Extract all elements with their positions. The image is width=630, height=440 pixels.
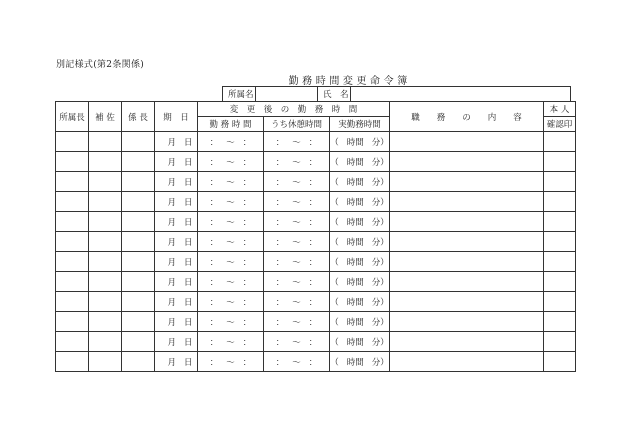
paren-open: （ bbox=[330, 177, 339, 188]
section-chief-seal-cell[interactable] bbox=[122, 252, 155, 272]
break-to: ： bbox=[308, 257, 318, 268]
paren-open: （ bbox=[330, 217, 339, 228]
break-tilde: 〜 bbox=[292, 357, 301, 368]
date-cell[interactable] bbox=[155, 132, 198, 152]
break-to: ： bbox=[308, 317, 318, 328]
work-time-cell[interactable] bbox=[198, 252, 264, 272]
col-duty: 職 務 の 内 容 bbox=[390, 102, 544, 132]
paren-open: （ bbox=[330, 357, 339, 368]
minutes-unit: 分） bbox=[371, 197, 389, 208]
hours-unit: 時間 bbox=[346, 257, 364, 268]
hours-unit: 時間 bbox=[346, 237, 364, 248]
table-row bbox=[56, 152, 576, 172]
paren-open: （ bbox=[330, 137, 339, 148]
actual-time-cell[interactable] bbox=[330, 232, 390, 252]
self-seal-cell[interactable] bbox=[544, 212, 576, 232]
work-from: ： bbox=[209, 157, 219, 168]
work-time-cell[interactable] bbox=[198, 272, 264, 292]
break-from: ： bbox=[275, 357, 285, 368]
break-tilde: 〜 bbox=[292, 257, 301, 268]
hours-unit: 時間 bbox=[346, 137, 364, 148]
break-to: ： bbox=[308, 297, 318, 308]
work-tilde: 〜 bbox=[226, 337, 235, 348]
month-unit: 月 bbox=[167, 277, 176, 288]
paren-open: （ bbox=[330, 197, 339, 208]
table-row bbox=[56, 272, 576, 292]
work-tilde: 〜 bbox=[226, 317, 235, 328]
assistant-seal-cell[interactable] bbox=[89, 272, 122, 292]
actual-time-cell[interactable] bbox=[330, 152, 390, 172]
work-time-cell[interactable] bbox=[198, 172, 264, 192]
minutes-unit: 分） bbox=[371, 297, 389, 308]
info-table bbox=[222, 86, 571, 102]
day-unit: 日 bbox=[184, 217, 193, 228]
day-unit: 日 bbox=[184, 277, 193, 288]
section-chief-seal-cell[interactable] bbox=[122, 272, 155, 292]
month-unit: 月 bbox=[167, 197, 176, 208]
break-time-cell[interactable] bbox=[264, 332, 330, 352]
work-from: ： bbox=[209, 257, 219, 268]
month-unit: 月 bbox=[167, 177, 176, 188]
hours-unit: 時間 bbox=[346, 357, 364, 368]
break-from: ： bbox=[275, 137, 285, 148]
work-from: ： bbox=[209, 297, 219, 308]
assistant-seal-cell[interactable] bbox=[89, 232, 122, 252]
work-to: ： bbox=[242, 277, 252, 288]
break-tilde: 〜 bbox=[292, 337, 301, 348]
hours-unit: 時間 bbox=[346, 277, 364, 288]
work-to: ： bbox=[242, 137, 252, 148]
date-cell[interactable] bbox=[155, 332, 198, 352]
work-to: ： bbox=[242, 157, 252, 168]
work-time-cell[interactable] bbox=[198, 132, 264, 152]
assistant-seal-cell[interactable] bbox=[89, 352, 122, 372]
section-chief-seal-cell[interactable] bbox=[122, 132, 155, 152]
break-time-cell[interactable] bbox=[264, 152, 330, 172]
day-unit: 日 bbox=[184, 297, 193, 308]
table-row bbox=[56, 252, 576, 272]
break-time-cell[interactable] bbox=[264, 232, 330, 252]
table-row bbox=[56, 212, 576, 232]
section-chief-seal-cell[interactable] bbox=[122, 172, 155, 192]
work-from: ： bbox=[209, 197, 219, 208]
hours-unit: 時間 bbox=[346, 317, 364, 328]
work-time-cell[interactable] bbox=[198, 332, 264, 352]
section-chief-seal-cell[interactable] bbox=[122, 152, 155, 172]
name-label: 氏 名 bbox=[318, 87, 351, 102]
break-time-cell[interactable] bbox=[264, 252, 330, 272]
month-unit: 月 bbox=[167, 317, 176, 328]
assistant-seal-cell[interactable] bbox=[89, 152, 122, 172]
month-unit: 月 bbox=[167, 217, 176, 228]
actual-time-cell[interactable] bbox=[330, 192, 390, 212]
paren-open: （ bbox=[330, 297, 339, 308]
self-seal-cell[interactable] bbox=[544, 132, 576, 152]
day-unit: 日 bbox=[184, 357, 193, 368]
duty-cell[interactable] bbox=[390, 132, 544, 152]
work-time-cell[interactable] bbox=[198, 352, 264, 372]
date-cell[interactable] bbox=[155, 312, 198, 332]
break-time-cell[interactable] bbox=[264, 312, 330, 332]
duty-cell[interactable] bbox=[390, 312, 544, 332]
table-row bbox=[56, 352, 576, 372]
minutes-unit: 分） bbox=[371, 237, 389, 248]
break-time-cell[interactable] bbox=[264, 172, 330, 192]
table-row bbox=[56, 292, 576, 312]
self-seal-cell[interactable] bbox=[544, 152, 576, 172]
break-time-cell[interactable] bbox=[264, 212, 330, 232]
work-to: ： bbox=[242, 257, 252, 268]
minutes-unit: 分） bbox=[371, 137, 389, 148]
day-unit: 日 bbox=[184, 177, 193, 188]
work-from: ： bbox=[209, 177, 219, 188]
break-tilde: 〜 bbox=[292, 157, 301, 168]
day-unit: 日 bbox=[184, 257, 193, 268]
section-chief-seal-cell[interactable] bbox=[122, 212, 155, 232]
hours-unit: 時間 bbox=[346, 157, 364, 168]
paren-open: （ bbox=[330, 337, 339, 348]
hours-unit: 時間 bbox=[346, 297, 364, 308]
break-tilde: 〜 bbox=[292, 297, 301, 308]
break-from: ： bbox=[275, 317, 285, 328]
table-row bbox=[56, 172, 576, 192]
break-tilde: 〜 bbox=[292, 177, 301, 188]
day-unit: 日 bbox=[184, 317, 193, 328]
duty-cell[interactable] bbox=[390, 292, 544, 312]
actual-time-cell[interactable] bbox=[330, 272, 390, 292]
self-seal-cell[interactable] bbox=[544, 252, 576, 272]
minutes-unit: 分） bbox=[371, 357, 389, 368]
table-row bbox=[56, 232, 576, 252]
break-time-cell[interactable] bbox=[264, 192, 330, 212]
section-chief-seal-cell[interactable] bbox=[122, 232, 155, 252]
work-time-cell[interactable] bbox=[198, 232, 264, 252]
work-tilde: 〜 bbox=[226, 237, 235, 248]
actual-time-cell[interactable] bbox=[330, 212, 390, 232]
assistant-seal-cell[interactable] bbox=[89, 332, 122, 352]
duty-cell[interactable] bbox=[390, 352, 544, 372]
minutes-unit: 分） bbox=[371, 257, 389, 268]
day-unit: 日 bbox=[184, 237, 193, 248]
chief-seal-cell[interactable] bbox=[56, 352, 89, 372]
work-to: ： bbox=[242, 317, 252, 328]
break-time-cell[interactable] bbox=[264, 132, 330, 152]
actual-time-cell[interactable] bbox=[330, 352, 390, 372]
paren-open: （ bbox=[330, 317, 339, 328]
section-chief-seal-cell[interactable] bbox=[122, 332, 155, 352]
break-to: ： bbox=[308, 197, 318, 208]
col-assistant: 補 佐 bbox=[89, 102, 122, 132]
duty-cell[interactable] bbox=[390, 152, 544, 172]
duty-cell[interactable] bbox=[390, 332, 544, 352]
paren-open: （ bbox=[330, 237, 339, 248]
dept-field[interactable] bbox=[256, 87, 318, 102]
work-tilde: 〜 bbox=[226, 177, 235, 188]
duty-cell[interactable] bbox=[390, 252, 544, 272]
duty-cell[interactable] bbox=[390, 192, 544, 212]
document-title-text: 勤 務 時 間 変 更 命 令 簿 bbox=[288, 76, 408, 87]
actual-time-cell[interactable] bbox=[330, 312, 390, 332]
date-cell[interactable] bbox=[155, 232, 198, 252]
work-time-cell[interactable] bbox=[198, 152, 264, 172]
month-unit: 月 bbox=[167, 237, 176, 248]
work-tilde: 〜 bbox=[226, 197, 235, 208]
chief-seal-cell[interactable] bbox=[56, 172, 89, 192]
hours-unit: 時間 bbox=[346, 197, 364, 208]
break-to: ： bbox=[308, 137, 318, 148]
date-cell[interactable] bbox=[155, 172, 198, 192]
work-to: ： bbox=[242, 357, 252, 368]
hours-unit: 時間 bbox=[346, 217, 364, 228]
self-seal-cell[interactable] bbox=[544, 312, 576, 332]
paren-open: （ bbox=[330, 157, 339, 168]
chief-seal-cell[interactable] bbox=[56, 192, 89, 212]
work-tilde: 〜 bbox=[226, 157, 235, 168]
work-to: ： bbox=[242, 297, 252, 308]
break-tilde: 〜 bbox=[292, 237, 301, 248]
chief-seal-cell[interactable] bbox=[56, 312, 89, 332]
work-tilde: 〜 bbox=[226, 217, 235, 228]
col-chief: 所属長 bbox=[56, 102, 89, 132]
work-to: ： bbox=[242, 237, 252, 248]
break-time-cell[interactable] bbox=[264, 352, 330, 372]
schedule-table bbox=[55, 101, 576, 372]
section-chief-seal-cell[interactable] bbox=[122, 352, 155, 372]
date-cell[interactable] bbox=[155, 212, 198, 232]
break-from: ： bbox=[275, 277, 285, 288]
date-cell[interactable] bbox=[155, 152, 198, 172]
col-break-time: うち休憩時間 bbox=[264, 117, 330, 132]
hours-unit: 時間 bbox=[346, 177, 364, 188]
work-tilde: 〜 bbox=[226, 357, 235, 368]
table-row bbox=[56, 332, 576, 352]
work-time-cell[interactable] bbox=[198, 312, 264, 332]
break-to: ： bbox=[308, 217, 318, 228]
col-section-chief: 係 長 bbox=[122, 102, 155, 132]
chief-seal-cell[interactable] bbox=[56, 132, 89, 152]
work-from: ： bbox=[209, 277, 219, 288]
duty-cell[interactable] bbox=[390, 172, 544, 192]
assistant-seal-cell[interactable] bbox=[89, 192, 122, 212]
section-chief-seal-cell[interactable] bbox=[122, 312, 155, 332]
month-unit: 月 bbox=[167, 297, 176, 308]
name-field[interactable] bbox=[351, 87, 571, 102]
self-seal-cell[interactable] bbox=[544, 192, 576, 212]
chief-seal-cell[interactable] bbox=[56, 292, 89, 312]
break-to: ： bbox=[308, 277, 318, 288]
break-time-cell[interactable] bbox=[264, 292, 330, 312]
work-from: ： bbox=[209, 137, 219, 148]
assistant-seal-cell[interactable] bbox=[89, 212, 122, 232]
assistant-seal-cell[interactable] bbox=[89, 312, 122, 332]
minutes-unit: 分） bbox=[371, 277, 389, 288]
table-row bbox=[56, 192, 576, 212]
month-unit: 月 bbox=[167, 337, 176, 348]
break-from: ： bbox=[275, 257, 285, 268]
work-tilde: 〜 bbox=[226, 297, 235, 308]
chief-seal-cell[interactable] bbox=[56, 272, 89, 292]
assistant-seal-cell[interactable] bbox=[89, 172, 122, 192]
break-from: ： bbox=[275, 197, 285, 208]
duty-cell[interactable] bbox=[390, 272, 544, 292]
break-to: ： bbox=[308, 357, 318, 368]
break-tilde: 〜 bbox=[292, 137, 301, 148]
break-from: ： bbox=[275, 237, 285, 248]
document-title bbox=[0, 72, 630, 87]
work-from: ： bbox=[209, 217, 219, 228]
self-seal-cell[interactable] bbox=[544, 292, 576, 312]
minutes-unit: 分） bbox=[371, 177, 389, 188]
day-unit: 日 bbox=[184, 157, 193, 168]
break-to: ： bbox=[308, 237, 318, 248]
date-cell[interactable] bbox=[155, 252, 198, 272]
work-time-cell[interactable] bbox=[198, 292, 264, 312]
date-cell[interactable] bbox=[155, 352, 198, 372]
form-caption: 別記様式(第2条関係) bbox=[56, 60, 145, 70]
col-self-bottom: 確認印 bbox=[544, 117, 576, 132]
date-cell[interactable] bbox=[155, 192, 198, 212]
assistant-seal-cell[interactable] bbox=[89, 132, 122, 152]
minutes-unit: 分） bbox=[371, 337, 389, 348]
day-unit: 日 bbox=[184, 137, 193, 148]
actual-time-cell[interactable] bbox=[330, 252, 390, 272]
break-tilde: 〜 bbox=[292, 217, 301, 228]
break-time-cell[interactable] bbox=[264, 272, 330, 292]
work-from: ： bbox=[209, 237, 219, 248]
self-seal-cell[interactable] bbox=[544, 172, 576, 192]
month-unit: 月 bbox=[167, 257, 176, 268]
actual-time-cell[interactable] bbox=[330, 332, 390, 352]
break-to: ： bbox=[308, 177, 318, 188]
break-to: ： bbox=[308, 157, 318, 168]
month-unit: 月 bbox=[167, 157, 176, 168]
col-work-time: 勤 務 時 間 bbox=[198, 117, 264, 132]
col-changed-group: 変 更 後 の 勤 務 時 間 bbox=[198, 102, 390, 117]
section-chief-seal-cell[interactable] bbox=[122, 192, 155, 212]
work-time-cell[interactable] bbox=[198, 192, 264, 212]
day-unit: 日 bbox=[184, 337, 193, 348]
chief-seal-cell[interactable] bbox=[56, 332, 89, 352]
work-from: ： bbox=[209, 317, 219, 328]
hours-unit: 時間 bbox=[346, 337, 364, 348]
assistant-seal-cell[interactable] bbox=[89, 252, 122, 272]
work-tilde: 〜 bbox=[226, 257, 235, 268]
chief-seal-cell[interactable] bbox=[56, 252, 89, 272]
break-from: ： bbox=[275, 157, 285, 168]
chief-seal-cell[interactable] bbox=[56, 152, 89, 172]
paren-open: （ bbox=[330, 277, 339, 288]
paren-open: （ bbox=[330, 257, 339, 268]
section-chief-seal-cell[interactable] bbox=[122, 292, 155, 312]
break-to: ： bbox=[308, 337, 318, 348]
break-tilde: 〜 bbox=[292, 317, 301, 328]
self-seal-cell[interactable] bbox=[544, 352, 576, 372]
break-tilde: 〜 bbox=[292, 277, 301, 288]
dept-label: 所属名 bbox=[223, 87, 256, 102]
day-unit: 日 bbox=[184, 197, 193, 208]
work-to: ： bbox=[242, 217, 252, 228]
month-unit: 月 bbox=[167, 357, 176, 368]
assistant-seal-cell[interactable] bbox=[89, 292, 122, 312]
actual-time-cell[interactable] bbox=[330, 172, 390, 192]
self-seal-cell[interactable] bbox=[544, 232, 576, 252]
break-from: ： bbox=[275, 217, 285, 228]
minutes-unit: 分） bbox=[371, 157, 389, 168]
break-tilde: 〜 bbox=[292, 197, 301, 208]
actual-time-cell[interactable] bbox=[330, 132, 390, 152]
chief-seal-cell[interactable] bbox=[56, 232, 89, 252]
table-row bbox=[56, 312, 576, 332]
self-seal-cell[interactable] bbox=[544, 272, 576, 292]
self-seal-cell[interactable] bbox=[544, 332, 576, 352]
minutes-unit: 分） bbox=[371, 217, 389, 228]
col-date: 期 日 bbox=[155, 102, 198, 132]
table-row bbox=[56, 132, 576, 152]
month-unit: 月 bbox=[167, 137, 176, 148]
work-to: ： bbox=[242, 337, 252, 348]
work-tilde: 〜 bbox=[226, 137, 235, 148]
date-cell[interactable] bbox=[155, 292, 198, 312]
col-actual-time: 実勤務時間 bbox=[330, 117, 390, 132]
duty-cell[interactable] bbox=[390, 212, 544, 232]
actual-time-cell[interactable] bbox=[330, 292, 390, 312]
work-time-cell[interactable] bbox=[198, 212, 264, 232]
break-from: ： bbox=[275, 297, 285, 308]
break-from: ： bbox=[275, 337, 285, 348]
minutes-unit: 分） bbox=[371, 317, 389, 328]
work-tilde: 〜 bbox=[226, 277, 235, 288]
work-from: ： bbox=[209, 337, 219, 348]
chief-seal-cell[interactable] bbox=[56, 212, 89, 232]
work-from: ： bbox=[209, 357, 219, 368]
break-from: ： bbox=[275, 177, 285, 188]
work-to: ： bbox=[242, 177, 252, 188]
date-cell[interactable] bbox=[155, 272, 198, 292]
col-self-top: 本 人 bbox=[544, 102, 576, 117]
duty-cell[interactable] bbox=[390, 232, 544, 252]
work-to: ： bbox=[242, 197, 252, 208]
